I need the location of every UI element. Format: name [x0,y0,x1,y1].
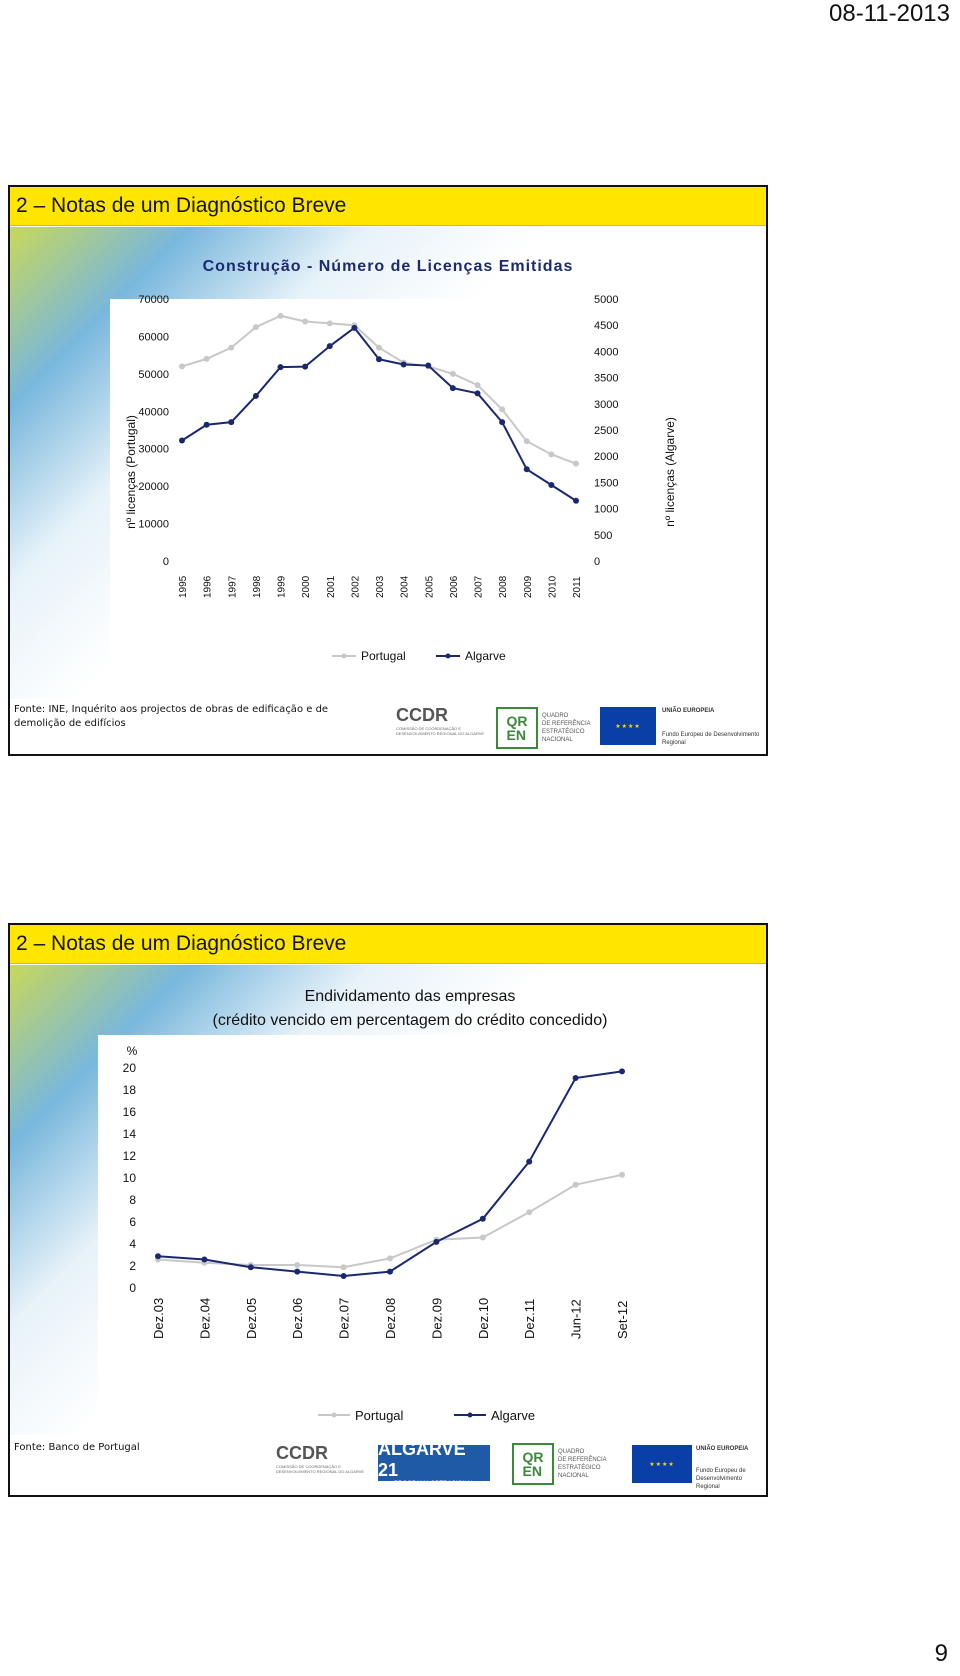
algarve21-logo: ALGARVE 21 PROGRAMA OPERACIONAL [378,1445,490,1481]
x-tick-label: 2003 [375,575,386,598]
series-algarve-point [499,419,505,425]
series-portugal-point [253,324,259,330]
plot-area [155,1068,625,1279]
x-tick-label: Dez.08 [383,1297,398,1339]
legend [332,649,506,663]
right-tick-label: 1500 [594,477,619,490]
y-tick-label: 0 [129,1281,136,1295]
right-tick-label: 4000 [594,346,619,359]
x-tick-label: Dez.04 [197,1297,213,1339]
series-algarve-point [526,1159,532,1165]
slide-title: 2 – Notas de um Diagnóstico Breve [10,187,766,226]
right-tick-label: 5000 [594,294,619,306]
debt-chart [10,965,766,1435]
x-tick-label: Dez.06 [290,1297,306,1339]
left-axis [138,294,169,568]
series-portugal-point [387,1255,393,1261]
right-tick-label: 0 [594,556,601,568]
y-tick-label: 6 [129,1215,136,1229]
right-tick-label: 2500 [594,425,619,437]
x-tick-label: Set-12 [615,1300,630,1339]
series-algarve-point [327,343,333,349]
y-tick-label: 4 [129,1237,136,1251]
x-tick-label: 1999 [276,575,288,598]
qren-mark: QR EN [512,1443,554,1485]
x-tick-label: 2007 [473,575,485,598]
qren-logo: QR EN QUADRO DE REFERÊNCIA ESTRATÉGICO NACIONAL [512,1443,607,1485]
y-axis-unit: % [126,1044,138,1058]
series-portugal-point [475,382,481,388]
series-algarve-point [401,362,407,368]
x-tick-label: 2008 [498,575,510,598]
slide-construction [8,185,768,756]
right-tick-label: 2000 [594,451,619,464]
series-portugal-point [302,318,308,324]
series-algarve-point [228,419,234,425]
series-portugal-point [499,406,505,412]
page-number: 9 [934,1640,948,1667]
x-tick-label: 1995 [178,575,189,598]
legend [318,1408,535,1423]
x-tick-label: 2004 [399,575,411,598]
chart-title: Construção - Número de Licenças Emitidas [202,258,574,275]
series-algarve-point [433,1239,439,1245]
series-portugal-point [619,1172,625,1178]
ccdr-logo: CCDR COMISSÃO DE COORDENAÇÃO E DESENVOLVIMENTO REGIONAL DO ALGARVE [276,1443,365,1474]
series-portugal-point [573,1182,579,1188]
x-tick-label: Dez.09 [429,1297,445,1339]
series-portugal-point [327,320,333,326]
series-algarve-point [351,325,357,331]
x-tick-label: 1998 [251,575,263,598]
series-algarve-point [253,393,259,399]
y-tick-label: 2 [129,1259,136,1273]
chart-subtitle: (crédito vencido em percentagem do crédito concedido) [212,1012,608,1029]
left-tick-label: 30000 [138,443,169,456]
slide-footer [10,1435,766,1495]
right-tick-label: 3500 [594,372,619,385]
series-algarve-point [341,1273,347,1279]
page-date: 08-11-2013 [829,0,950,27]
series-algarve-point [548,482,554,488]
right-tick-label: 3000 [594,398,619,411]
x-tick-label: Dez.05 [243,1297,259,1339]
series-algarve-point [573,1075,579,1081]
series-algarve-line [182,328,576,501]
left-tick-label: 70000 [138,294,169,306]
y-tick-label: 14 [122,1127,136,1141]
legend-label-portugal: Portugal [361,649,406,663]
x-tick-label: 2005 [424,575,436,598]
qren-mark: QR EN [496,707,538,749]
legend-label-algarve: Algarve [491,1408,536,1423]
legend-label-algarve: Algarve [465,649,506,663]
x-tick-label: 1996 [202,575,214,598]
series-algarve-point [524,466,530,472]
x-tick-label: 2002 [350,575,362,598]
left-tick-label: 50000 [138,368,169,381]
series-algarve-line [158,1071,622,1276]
chart-title: Endividamento das empresas [304,988,516,1005]
x-tick-label: 2011 [572,576,583,598]
series-algarve-point [179,437,185,443]
left-tick-label: 0 [162,556,169,568]
series-portugal-line [158,1175,622,1267]
plot-area [179,313,579,504]
x-tick-label: Dez.11 [522,1298,538,1339]
series-portugal-point [573,461,579,467]
right-tick-label: 4500 [594,320,619,333]
eu-label: UNIÃO EUROPEIA Fundo Europeu de Desenvolvimento Regional [696,1446,749,1490]
series-portugal-point [480,1235,486,1241]
y-tick-label: 12 [122,1149,136,1163]
series-algarve-point [302,364,308,370]
y-tick-label: 10 [122,1171,136,1185]
series-portugal-line [182,316,576,464]
series-portugal-point [524,438,530,444]
series-portugal-point [341,1264,347,1270]
series-portugal-point [526,1209,532,1215]
series-algarve-point [278,364,284,370]
x-tick-label: 2001 [325,575,337,598]
series-algarve-point [450,385,456,391]
slide-debt [8,923,768,1497]
x-tick-label: Dez.03 [151,1297,166,1339]
slide-title: 2 – Notas de um Diagnóstico Breve [10,925,766,964]
series-algarve-point [425,363,431,369]
right-tick-label: 1000 [594,503,619,516]
licenses-chart [10,227,766,697]
x-tick-label: 2000 [301,575,313,598]
right-tick-label: 500 [594,529,613,542]
eu-label: UNIÃO EUROPEIA Fundo Europeu de Desenvolvimento Regional [662,708,760,746]
x-tick-label: 2006 [448,575,460,598]
right-axis-label: nº licenças (Algarve) [663,417,677,527]
legend-label-portugal: Portugal [355,1408,404,1423]
series-portugal-point [179,363,185,369]
series-algarve-point [475,390,481,396]
x-tick-label: Jun-12 [568,1299,584,1339]
x-tick-label: Dez.07 [336,1297,352,1339]
y-tick-label: 18 [122,1083,136,1097]
left-tick-label: 10000 [138,518,169,531]
left-tick-label: 20000 [138,481,169,494]
slide-footer [10,699,766,754]
x-axis [178,575,583,598]
x-tick-label: 1997 [227,575,239,598]
series-portugal-point [294,1262,300,1268]
eu-flag-icon: ★★★★ [600,707,656,745]
x-axis [151,1298,630,1339]
eu-flag-icon: ★★★★ [632,1445,692,1483]
left-tick-label: 40000 [138,406,169,419]
y-tick-label: 8 [129,1193,136,1207]
series-portugal-point [204,356,210,362]
right-axis [594,294,618,568]
source-note: Fonte: INE, Inquérito aos projectos de obras de edificação e de demolição de edifícios [14,704,329,729]
series-algarve-point [480,1216,486,1222]
x-tick-label: Dez.10 [475,1297,491,1339]
x-tick-label: 2010 [547,575,559,598]
ccdr-logo: CCDR COMISSÃO DE COORDENAÇÃO E DESENVOLVIMENTO REGIONAL DO ALGARVE [396,705,485,736]
series-portugal-point [278,313,284,319]
left-tick-label: 60000 [138,331,169,344]
source-note: Fonte: Banco de Portugal [14,1442,140,1453]
series-algarve-point [387,1269,393,1275]
series-algarve-point [204,422,210,428]
y-tick-label: 20 [122,1061,136,1075]
series-algarve-point [201,1257,207,1263]
series-algarve-point [155,1253,161,1259]
series-algarve-point [248,1264,254,1270]
y-axis [123,1061,137,1295]
series-portugal-point [376,345,382,351]
qren-logo: QR EN QUADRO DE REFERÊNCIA ESTRATÉGICO NACIONAL [496,707,591,749]
series-portugal-point [228,345,234,351]
series-algarve-point [376,356,382,362]
y-tick-label: 16 [122,1105,136,1119]
series-portugal-point [450,371,456,377]
x-tick-label: 2009 [522,575,534,598]
series-algarve-point [573,498,579,504]
series-portugal-point [548,451,554,457]
series-algarve-point [294,1269,300,1275]
series-algarve-point [619,1068,625,1074]
left-axis-label: nº licenças (Portugal) [124,415,138,529]
